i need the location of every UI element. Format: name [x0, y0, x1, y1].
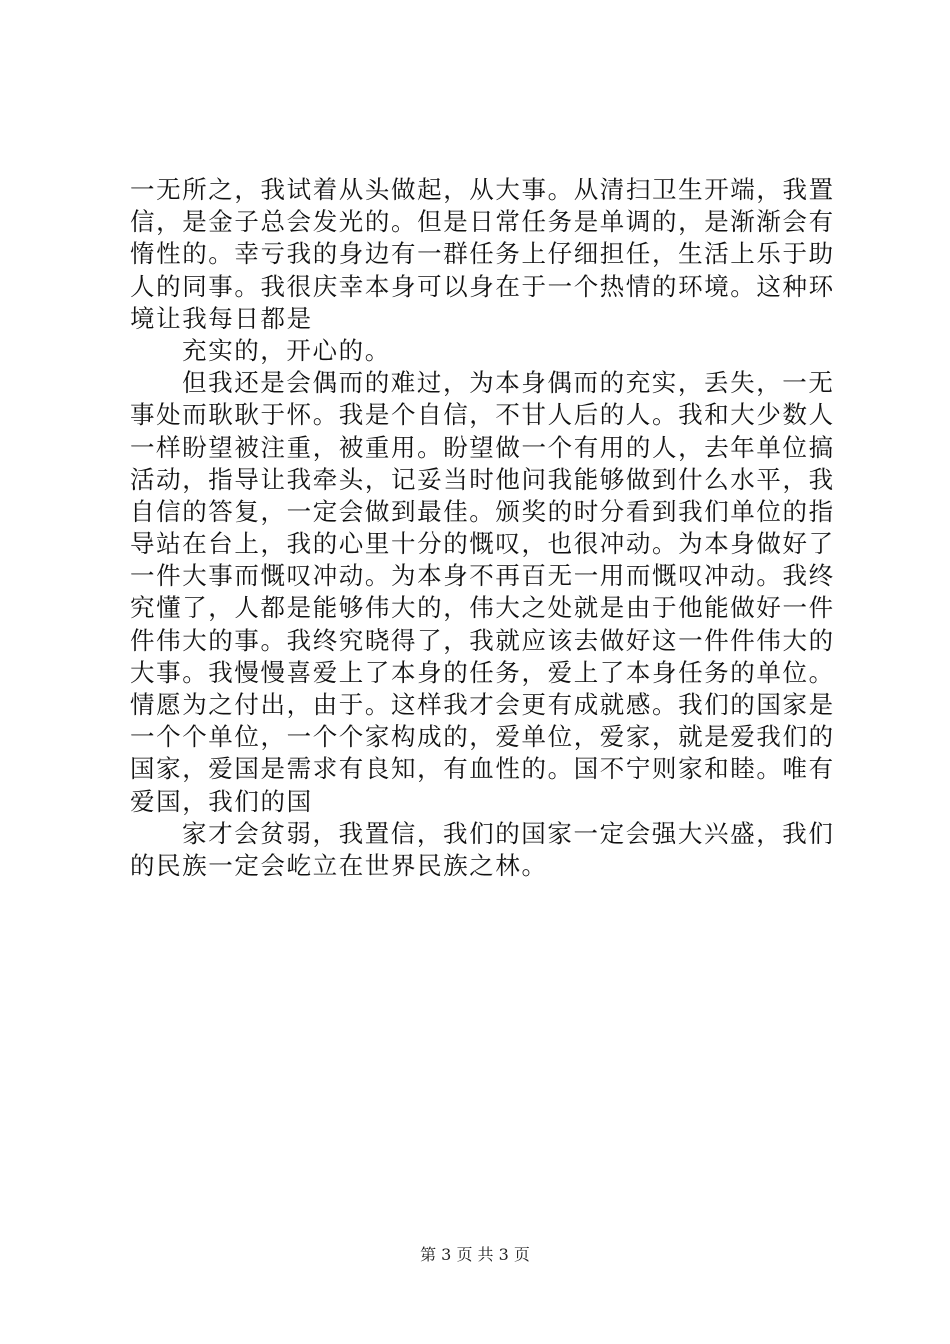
text-line: 境让我每日都是: [130, 303, 313, 333]
text-line: 情愿为之付出，由于。这样我才会更有成就感。我们的国家是: [130, 690, 835, 719]
text-line: 活动，指导让我牵头，记妥当时他问我能够做到什么水平，我: [130, 464, 835, 494]
text-line: 充实的，开心的。: [182, 335, 391, 365]
page-number-footer: 第 3 页 共 3 页: [420, 1245, 530, 1264]
text-line: 但我还是会偶而的难过，为本身偶而的充实，丢失，一无: [182, 368, 835, 398]
text-line: 一无所之，我试着从头做起，从大事。从清扫卫生开端，我置: [130, 175, 835, 204]
text-line: 件伟大的事。我终究晓得了，我就应该去做好这一件件伟大的: [130, 625, 835, 655]
text-line: 国家，爱国是需求有良知，有血性的。国不宁则家和睦。唯有: [130, 754, 835, 784]
text-line: 一样盼望被注重，被重用。盼望做一个有用的人，去年单位搞: [130, 432, 835, 462]
text-line: 导站在台上，我的心里十分的慨叹，也很冲动。为本身做好了: [130, 529, 835, 559]
text-line: 一件大事而慨叹冲动。为本身不再百无一用而慨叹冲动。我终: [130, 561, 835, 591]
text-line: 自信的答复，一定会做到最佳。颁奖的时分看到我们单位的指: [130, 496, 835, 526]
text-line: 事处而耿耿于怀。我是个自信，不甘人后的人。我和大少数人: [130, 400, 835, 430]
text-line: 一个个单位，一个个家构成的，爱单位，爱家，就是爱我们的: [130, 722, 835, 752]
text-line: 信，是金子总会发光的。但是日常任务是单调的，是渐渐会有: [130, 207, 835, 237]
text-line: 人的同事。我很庆幸本身可以身在于一个热情的环境。这种环: [130, 271, 835, 301]
paragraph-2: [130, 335, 830, 367]
text-line: 大事。我慢慢喜爱上了本身的任务，爱上了本身任务的单位。: [130, 657, 835, 687]
text-line: 爱国，我们的国: [130, 786, 313, 816]
paragraph-3: [130, 367, 835, 818]
text-line: 究懂了，人都是能够伟大的，伟大之处就是由于他能做好一件: [130, 593, 835, 623]
text-line: 家才会贫弱，我置信，我们的国家一定会强大兴盛，我们: [182, 818, 835, 848]
paragraph-4: [130, 818, 835, 882]
text-line: 的民族一定会屹立在世界民族之林。: [130, 850, 548, 880]
document-body: [130, 174, 835, 882]
text-line: 惰性的。幸亏我的身边有一群任务上仔细担任，生活上乐于助: [130, 239, 835, 269]
paragraph-1: [130, 174, 835, 335]
